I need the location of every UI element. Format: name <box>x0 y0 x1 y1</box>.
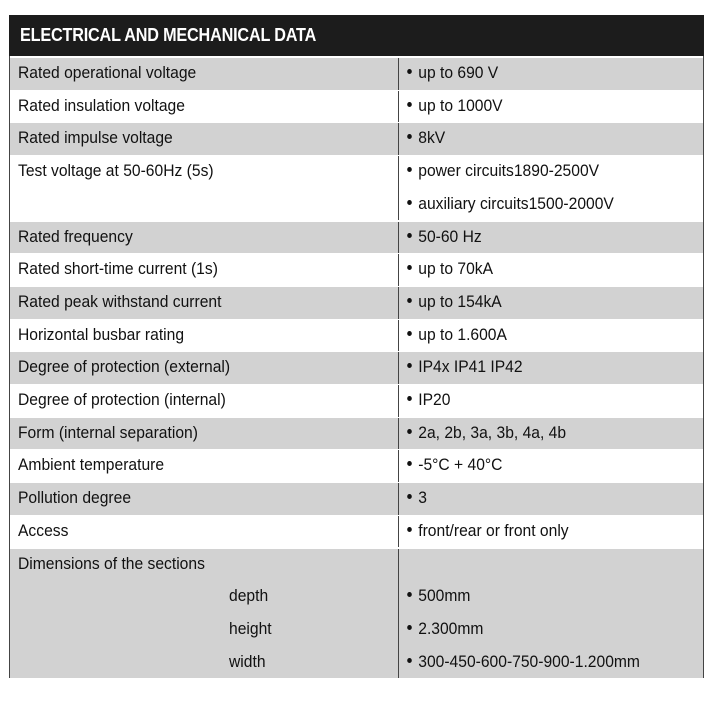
bullet-icon <box>407 494 412 499</box>
row-separator <box>10 351 703 352</box>
table-header <box>9 15 704 56</box>
row-separator <box>10 57 703 58</box>
row-value <box>398 227 482 247</box>
row-value-text: 3 <box>418 488 427 508</box>
bullet-icon <box>407 233 412 238</box>
bullet-icon <box>407 396 412 401</box>
table-title: ELECTRICAL AND MECHANICAL DATA <box>20 25 317 45</box>
row-label <box>18 357 230 377</box>
bullet-icon <box>407 592 412 597</box>
row-label-text: Rated peak withstand current <box>18 291 222 311</box>
row-value <box>398 259 493 279</box>
row-label <box>18 292 221 312</box>
bullet-icon <box>407 429 412 434</box>
dimension-label-text: depth <box>229 586 269 606</box>
row-value-text: power circuits1890-2500V <box>418 161 600 181</box>
row-label-text: Test voltage at 50-60Hz (5s) <box>18 161 214 181</box>
dimension-label <box>229 619 272 639</box>
row-value <box>398 96 503 116</box>
row-label-text: Rated frequency <box>18 226 133 246</box>
table-row <box>9 319 704 352</box>
row-label-text: Rated insulation voltage <box>18 95 185 115</box>
row-label <box>18 455 164 475</box>
row-label-text: Rated impulse voltage <box>18 128 173 148</box>
row-label <box>18 325 184 345</box>
table-row <box>9 548 704 679</box>
bullet-icon <box>407 363 412 368</box>
row-value-text: up to 70kA <box>418 259 494 279</box>
bullet-icon <box>407 200 412 205</box>
bullet-icon <box>407 658 412 663</box>
table-row <box>9 155 704 220</box>
row-value <box>398 194 614 214</box>
row-separator <box>10 548 703 549</box>
row-separator <box>10 253 703 254</box>
table-row <box>9 417 704 450</box>
dimension-label <box>229 586 268 606</box>
row-label <box>18 521 68 541</box>
bullet-icon <box>407 167 412 172</box>
bullet-icon <box>407 134 412 139</box>
row-separator <box>10 122 703 123</box>
row-value-text: 50-60 Hz <box>418 226 482 246</box>
row-value <box>398 390 450 410</box>
row-separator <box>10 384 703 385</box>
row-separator <box>10 417 703 418</box>
row-label <box>18 554 205 574</box>
row-value <box>398 128 445 148</box>
bullet-icon <box>407 102 412 107</box>
row-label-text: Horizontal busbar rating <box>18 324 185 344</box>
bullet-icon <box>407 331 412 336</box>
row-value <box>398 488 427 508</box>
row-value-text: up to 154kA <box>418 291 502 311</box>
bullet-icon <box>407 298 412 303</box>
table-row <box>9 449 704 482</box>
table-row <box>9 286 704 319</box>
row-label-text: Degree of protection (internal) <box>18 390 226 409</box>
dimension-label <box>229 652 266 672</box>
row-label-text: Pollution degree <box>18 488 132 508</box>
row-label <box>18 423 198 443</box>
row-value <box>398 455 502 475</box>
row-label <box>18 96 185 116</box>
bullet-icon <box>407 461 412 466</box>
row-separator <box>10 90 703 91</box>
row-value <box>398 63 498 83</box>
row-label-text: Ambient temperature <box>18 455 165 475</box>
row-separator <box>10 319 703 320</box>
row-label-text: Rated short-time current (1s) <box>18 259 218 279</box>
dimension-value <box>398 586 470 606</box>
table-row <box>9 384 704 417</box>
dimension-label-text: height <box>229 618 272 638</box>
dimension-value <box>398 619 483 639</box>
row-value-text: IP4x IP41 IP42 <box>418 357 523 377</box>
row-value-text: front/rear or front only <box>418 520 569 540</box>
row-value-text: 2a, 2b, 3a, 3b, 4a, 4b <box>418 422 567 442</box>
row-label-text: Rated operational voltage <box>18 63 197 82</box>
dimension-value <box>398 652 640 672</box>
row-label <box>18 227 133 247</box>
bullet-icon <box>407 69 412 74</box>
row-value <box>398 423 566 443</box>
row-value <box>398 521 569 541</box>
row-value-text: 8kV <box>418 128 446 148</box>
row-value-text: -5°C + 40°C <box>418 455 503 475</box>
table-row <box>9 253 704 286</box>
row-separator <box>10 155 703 156</box>
row-value-text: auxiliary circuits1500-2000V <box>418 193 614 213</box>
row-value-text: IP20 <box>418 390 451 409</box>
row-value-text: up to 690 V <box>418 63 499 82</box>
row-label-text: Access <box>18 520 69 540</box>
row-separator <box>10 482 703 483</box>
row-value <box>398 357 523 377</box>
row-separator <box>10 449 703 450</box>
table-row <box>9 221 704 254</box>
row-value-text: up to 1000V <box>418 95 503 115</box>
row-value <box>398 161 599 181</box>
row-label <box>18 63 196 83</box>
row-value-text: up to 1.600A <box>418 324 507 344</box>
bullet-icon <box>407 625 412 630</box>
row-label <box>18 488 131 508</box>
row-label-text: Form (internal separation) <box>18 422 198 442</box>
table-row <box>9 482 704 515</box>
row-value <box>398 325 507 345</box>
bullet-icon <box>407 527 412 532</box>
row-separator <box>10 221 703 222</box>
dimension-value-text: 500mm <box>418 586 471 606</box>
table-row <box>9 351 704 384</box>
row-label <box>18 390 226 410</box>
row-label <box>18 259 218 279</box>
row-separator <box>10 515 703 516</box>
row-label-text: Dimensions of the sections <box>18 553 205 573</box>
table-row <box>9 90 704 123</box>
table-row <box>9 57 704 90</box>
row-separator <box>10 286 703 287</box>
row-label <box>18 128 173 148</box>
row-label-text: Degree of protection (external) <box>18 357 231 377</box>
dimension-value-text: 300-450-600-750-900-1.200mm <box>418 651 640 671</box>
dimension-label-text: width <box>229 651 266 671</box>
row-value <box>398 292 502 312</box>
row-label <box>18 161 214 181</box>
table-row <box>9 515 704 548</box>
bullet-icon <box>407 265 412 270</box>
table-row <box>9 122 704 155</box>
dimension-value-text: 2.300mm <box>418 618 484 638</box>
